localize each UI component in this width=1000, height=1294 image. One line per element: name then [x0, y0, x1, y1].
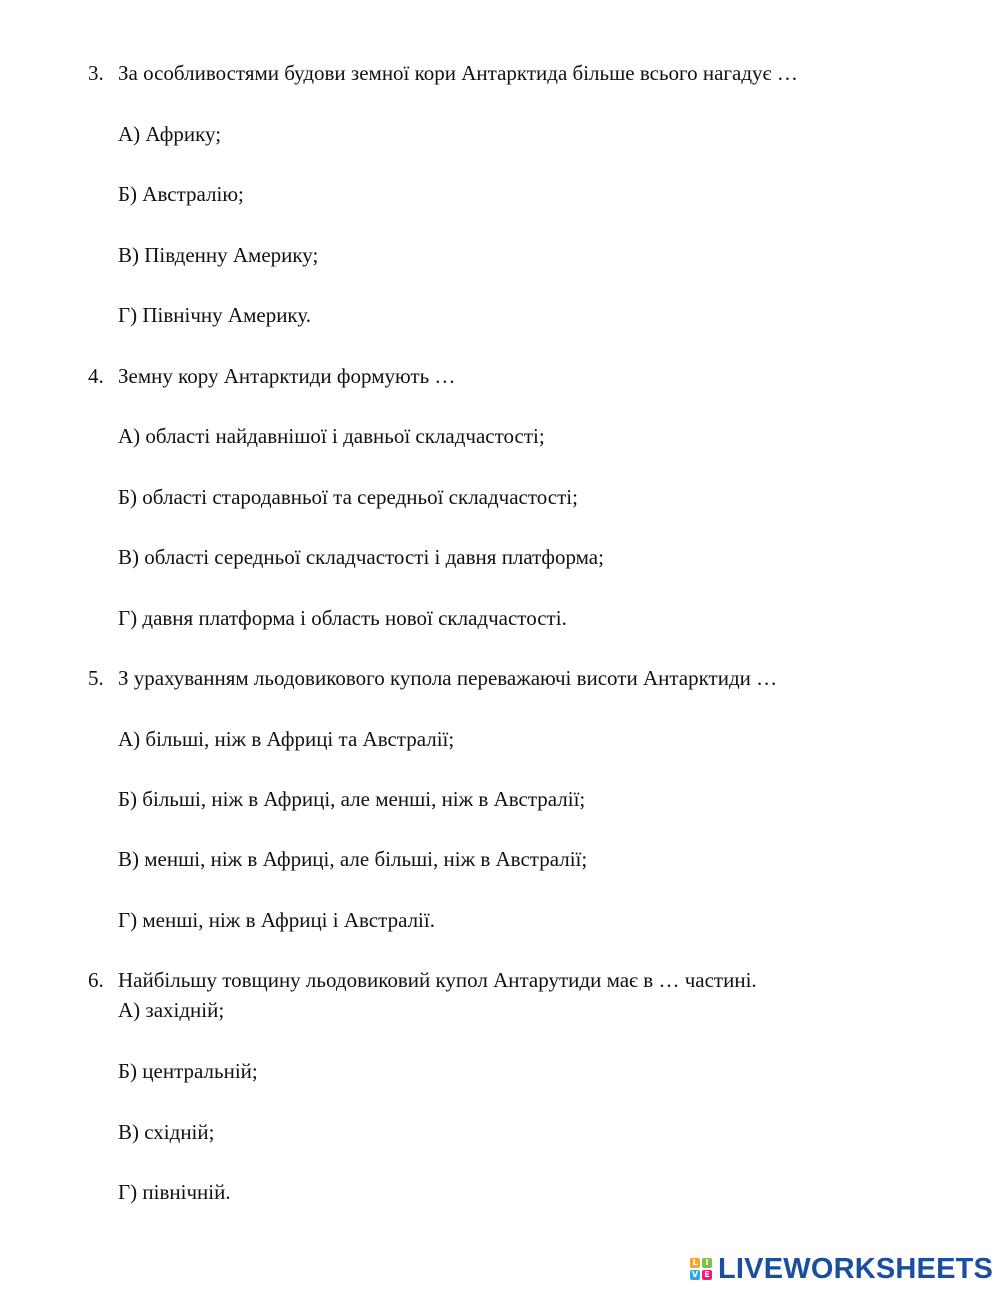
question-number: 4.	[88, 364, 104, 388]
answer-option[interactable]: А) області найдавнішої і давньої складчастості;	[118, 424, 545, 448]
answer-option[interactable]: А) більші, ніж в Африці та Австралії;	[118, 727, 455, 751]
logo-grid-icon	[690, 1258, 712, 1280]
logo-tile: L	[690, 1258, 700, 1268]
answer-option[interactable]: А) західній;	[118, 998, 225, 1022]
brand-name: LIVEWORKSHEETS	[718, 1252, 994, 1285]
answer-option[interactable]: Б) області стародавньої та середньої складчастості;	[118, 485, 578, 509]
logo-tile: I	[702, 1258, 712, 1268]
answer-option[interactable]: В) східній;	[118, 1120, 215, 1144]
question-text: Найбільшу товщину льодовиковий купол Антарутиди має в … частині.	[118, 968, 757, 992]
answer-option[interactable]: Г) північній.	[118, 1180, 231, 1204]
question-text: За особливостями будови земної кори Антарктида більше всього нагадує …	[118, 61, 798, 85]
answer-option[interactable]: Г) давня платформа і область нової складчастості.	[118, 606, 567, 630]
question-text: Земну кору Антарктиди формують …	[118, 364, 456, 388]
answer-option[interactable]: А) Африку;	[118, 122, 222, 146]
liveworksheets-logo[interactable]	[690, 1253, 993, 1285]
question-number: 5.	[88, 666, 104, 690]
answer-option[interactable]: Г) Північну Америку.	[118, 303, 311, 327]
answer-option[interactable]: Г) менші, ніж в Африці і Австралії.	[118, 908, 435, 932]
question-text: З урахуванням льодовикового купола переважаючі висоти Антарктиди …	[118, 666, 778, 690]
answer-option[interactable]: Б) центральній;	[118, 1059, 258, 1083]
logo-tile: E	[702, 1270, 712, 1280]
answer-option[interactable]: Б) Австралію;	[118, 182, 244, 206]
question-number: 6.	[88, 968, 104, 992]
answer-option[interactable]: В) Південну Америку;	[118, 243, 319, 267]
answer-option[interactable]: Б) більші, ніж в Африці, але менші, ніж в Австралії;	[118, 787, 586, 811]
answer-option[interactable]: В) менші, ніж в Африці, але більші, ніж в Австралії;	[118, 847, 588, 871]
logo-tile: V	[691, 1270, 699, 1279]
question-number: 3.	[88, 61, 104, 85]
answer-option[interactable]: В) області середньої складчастості і давня платформа;	[118, 545, 604, 569]
